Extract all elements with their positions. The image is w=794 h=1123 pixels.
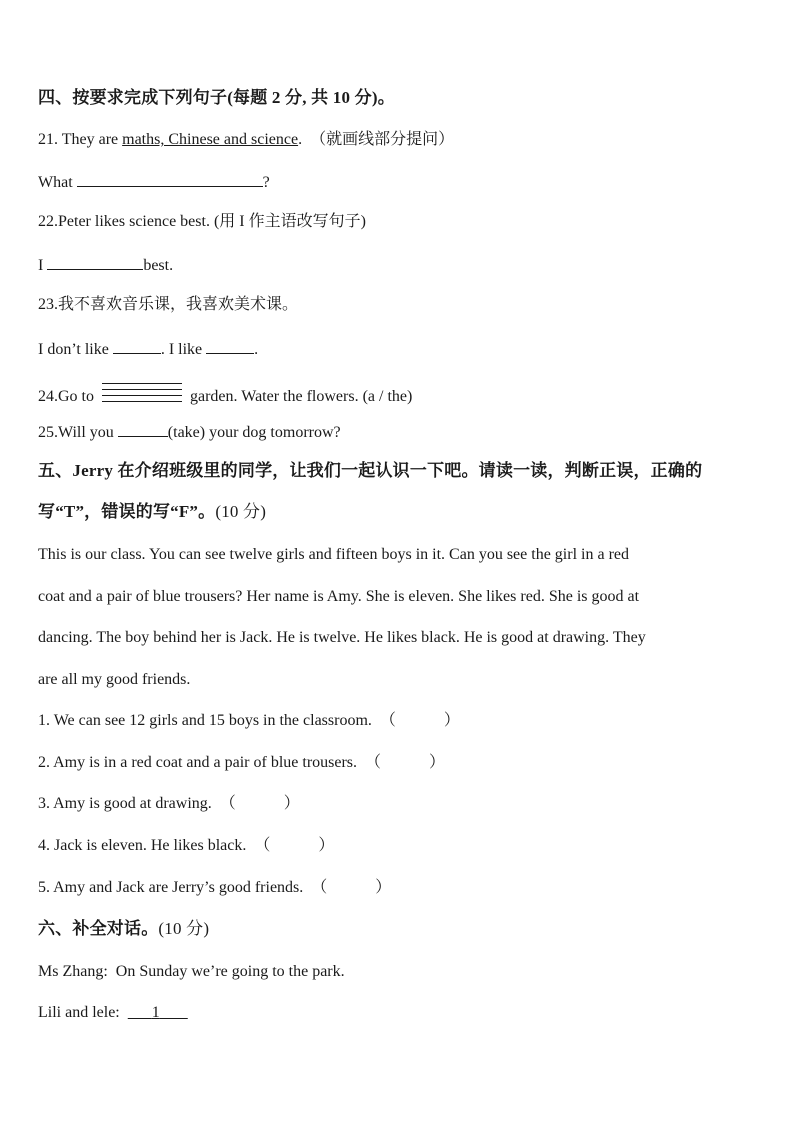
section6-title: [38, 919, 209, 939]
tf-item-2-close-paren: ）: [429, 754, 446, 771]
dialogue-line-1: [38, 962, 345, 982]
q23-blank-2[interactable]: [206, 338, 254, 354]
q23-answer-line: [38, 338, 258, 360]
tf-item-3-close-paren: ）: [283, 795, 300, 812]
section5-title-instruction: 写“T”，错误的写“F”。: [38, 502, 216, 521]
section5-title-score: (10 分): [215, 502, 267, 521]
q21-instruction: （就画线部分提问）: [310, 131, 455, 148]
question-24: [38, 383, 412, 407]
question-25: [38, 421, 341, 443]
passage-line-4: are all my good friends.: [38, 671, 191, 688]
section4-title: 四、按要求完成下列句子(每题 2 分, 共 10 分)。: [38, 88, 395, 107]
tf-item-5-close-paren: ）: [375, 879, 392, 896]
dialogue-2-blank[interactable]: [128, 1003, 188, 1023]
passage-line-1: This is our class. You can see twelve girls and fifteen boys in it. Can you see the girl in a red: [38, 546, 629, 563]
dialogue-2-blank-number: 1: [151, 1004, 160, 1021]
tf-item-5-text: 5. Amy and Jack are Jerry’s good friends.: [38, 879, 304, 896]
q24-prefix: 24.Go to: [38, 388, 98, 405]
q21-number: 21: [38, 131, 54, 148]
q23-part3: .: [254, 341, 259, 358]
q21-after: .: [298, 131, 303, 148]
dialogue-2-speaker: Lili and lele:: [38, 1004, 120, 1021]
tf-item-4-close-paren: ）: [318, 837, 335, 854]
q21-answer-blank[interactable]: [77, 171, 263, 187]
dialogue-1-speaker: Ms Zhang:: [38, 963, 108, 980]
tf-item-4-text: 4. Jack is eleven. He likes black.: [38, 837, 247, 854]
q21-answer-prefix: What: [38, 174, 77, 191]
q24-suffix: garden. Water the flowers. (a / the): [186, 388, 413, 405]
tf-item-5: [38, 878, 391, 898]
tf-item-2-open-paren: （: [365, 754, 382, 771]
q23-part2: . I like: [160, 341, 207, 358]
section6-title-text: 六、补全对话。: [38, 919, 159, 938]
q21-answer-suffix: ?: [262, 174, 270, 191]
passage-line-2: coat and a pair of blue trousers? Her name is Amy. She is eleven. She likes red. She is good at: [38, 588, 640, 605]
question-23: 23.我不喜欢音乐课，我喜欢美术课。: [38, 296, 299, 313]
tf-item-4: [38, 836, 334, 856]
section5-title-line2: [38, 502, 266, 522]
tf-item-1: [38, 711, 460, 731]
tf-item-1-text: 1. We can see 12 girls and 15 boys in the classroom.: [38, 712, 372, 729]
tf-item-3-open-paren: （: [219, 795, 236, 812]
q23-blank-1[interactable]: [113, 338, 161, 354]
q21-underlined-phrase: maths, Chinese and science: [122, 131, 299, 148]
tf-item-3: [38, 794, 300, 814]
tf-item-2-text: 2. Amy is in a red coat and a pair of blue trousers.: [38, 754, 358, 771]
q22-answer-suffix: best.: [143, 257, 174, 274]
q23-part1: I don’t like: [38, 341, 113, 358]
section5-title-line1: 五、Jerry 在介绍班级里的同学，让我们一起认识一下吧。请读一读，判断正误，正确的: [38, 461, 703, 480]
q25-blank[interactable]: [118, 421, 168, 437]
q25-suffix: (take) your dog tomorrow?: [167, 424, 341, 441]
tf-item-2: [38, 753, 445, 773]
tf-item-3-text: 3. Amy is good at drawing.: [38, 795, 212, 812]
tf-item-1-close-paren: ）: [443, 712, 460, 729]
question-21: [38, 130, 454, 150]
section6-title-score: (10 分): [158, 919, 210, 938]
tf-item-5-open-paren: （: [311, 879, 328, 896]
tf-item-1-open-paren: （: [379, 712, 396, 729]
q24-stacked-answer-lines[interactable]: [102, 383, 182, 407]
tf-item-4-open-paren: （: [254, 837, 271, 854]
q21-before: . They are: [54, 131, 123, 148]
q22-answer-prefix: I: [38, 257, 48, 274]
passage-line-3: dancing. The boy behind her is Jack. He is twelve. He likes black. He is good at drawing. They: [38, 629, 646, 646]
q21-answer-line: [38, 171, 270, 193]
dialogue-line-2: [38, 1003, 188, 1023]
q22-answer-line: [38, 254, 173, 276]
question-22: 22.Peter likes science best. (用 I 作主语改写句子): [38, 213, 366, 230]
q25-prefix: 25.Will you: [38, 424, 118, 441]
q22-answer-blank[interactable]: [47, 254, 143, 270]
dialogue-1-text: On Sunday we’re going to the park.: [115, 963, 345, 980]
